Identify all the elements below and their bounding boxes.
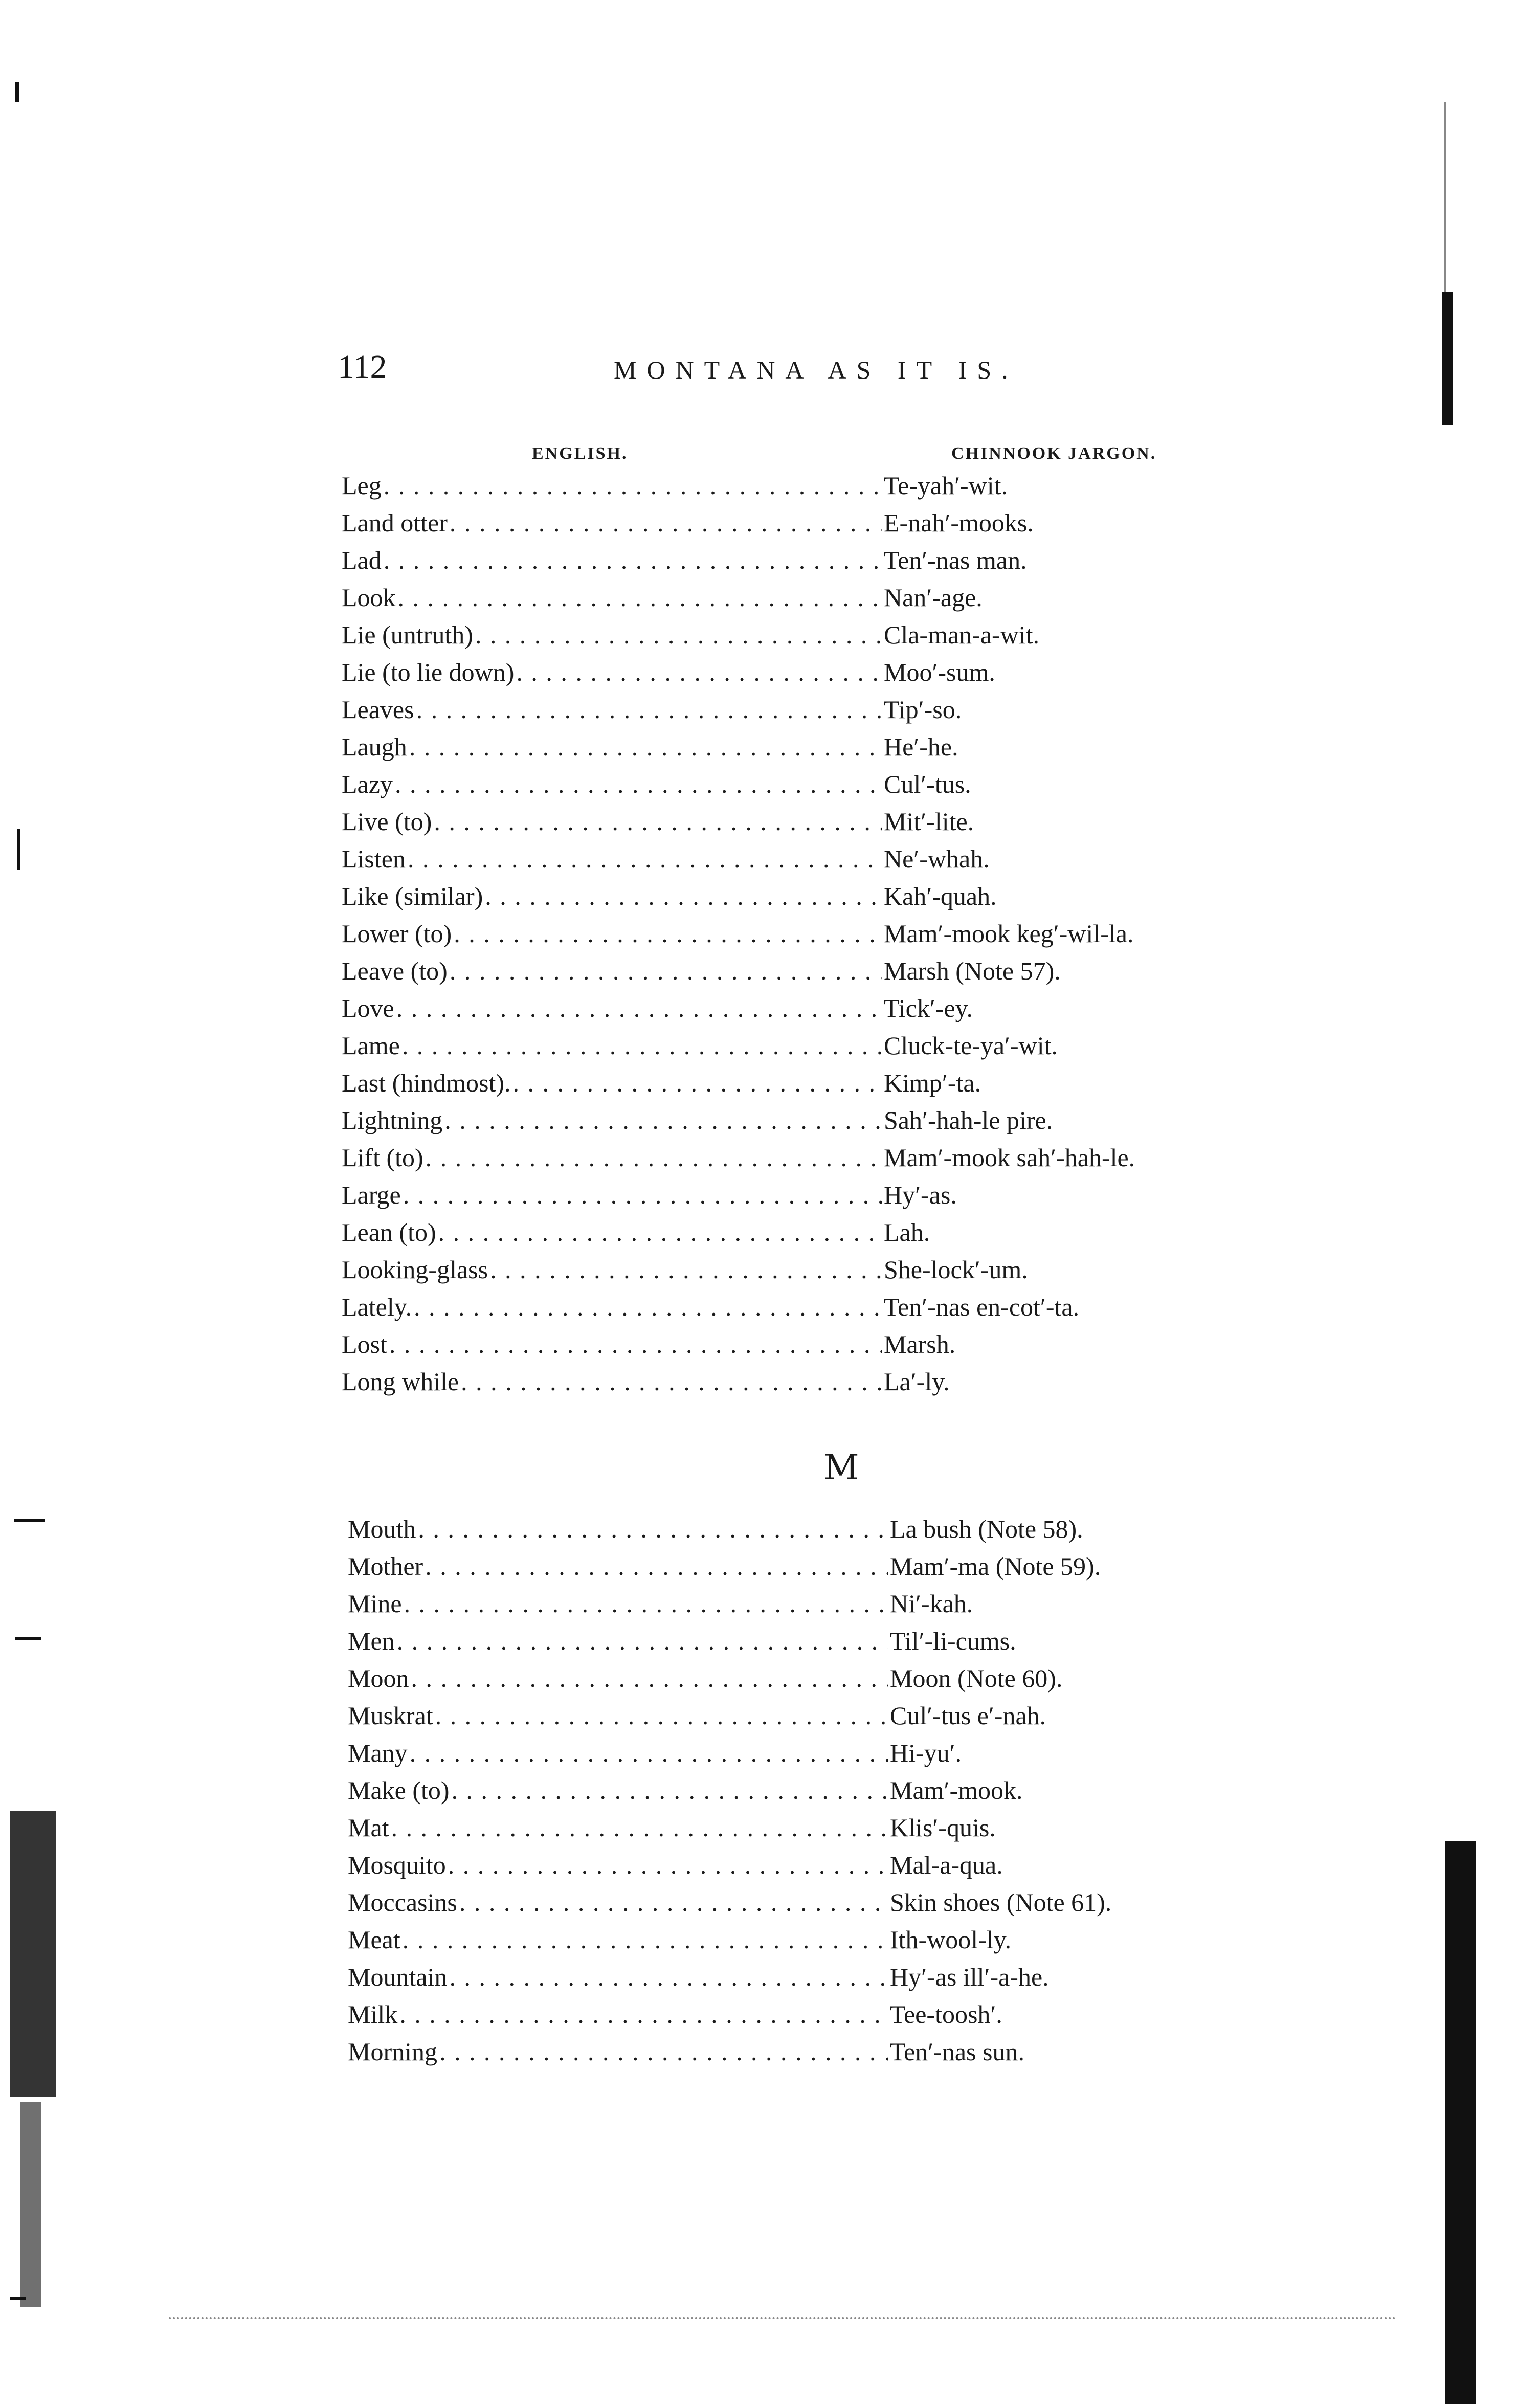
dot-leader	[438, 1217, 882, 1247]
jargon-word: Ten′-nas en-cot′-ta.	[884, 1293, 1080, 1321]
jargon-word: E-nah′-mooks.	[884, 508, 1034, 537]
english-word: Lost	[342, 1330, 387, 1359]
english-word: Mother	[348, 1552, 423, 1581]
jargon-word: Sah′-hah-le pire.	[884, 1106, 1053, 1134]
jargon-word: Klis′-quis.	[890, 1813, 996, 1842]
jargon-word: Kah′-quah.	[884, 882, 997, 910]
english-word: Laugh	[342, 732, 407, 761]
dot-leader	[452, 1775, 888, 1805]
english-word: Men	[348, 1627, 395, 1655]
jargon-word: Cul′-tus.	[884, 770, 971, 798]
vocab-entry	[348, 2037, 1217, 2074]
jargon-word: La′-ly.	[884, 1367, 950, 1396]
vocab-entry	[342, 956, 1211, 993]
dot-leader	[397, 1626, 888, 1656]
dot-leader	[448, 1850, 888, 1880]
jargon-word: Hi-yu′.	[890, 1739, 962, 1767]
dot-leader	[389, 1329, 882, 1359]
vocab-entry	[342, 1217, 1211, 1255]
vocab-entry	[342, 993, 1211, 1031]
dot-leader	[426, 1143, 882, 1172]
vocab-entry	[348, 1813, 1217, 1850]
english-word: Long while	[342, 1367, 459, 1396]
english-word: Lately.	[342, 1293, 412, 1321]
english-word: Milk	[348, 2000, 398, 2029]
english-word: Land otter	[342, 508, 448, 537]
dot-leader	[414, 1292, 882, 1322]
jargon-word: Ne′-whah.	[884, 844, 990, 873]
vocab-entry	[348, 1514, 1217, 1551]
vocab-entry	[342, 1292, 1211, 1329]
english-word: Love	[342, 994, 394, 1022]
dot-leader	[403, 1925, 888, 1954]
jargon-word: Lah.	[884, 1218, 930, 1246]
jargon-word: Marsh.	[884, 1330, 956, 1359]
english-word: Leg	[342, 471, 382, 500]
section-letter-m: M	[823, 1448, 859, 1488]
english-word: Lower (to)	[342, 919, 452, 948]
dot-leader	[395, 769, 882, 799]
vocab-entry	[348, 1701, 1217, 1738]
english-word: Like (similar)	[342, 882, 483, 910]
dot-leader	[450, 956, 882, 986]
vocab-entry	[342, 583, 1211, 620]
dot-leader	[434, 807, 882, 836]
jargon-word: Cla-man-a-wit.	[884, 620, 1040, 649]
vocab-entry	[342, 769, 1211, 807]
english-word: Moccasins	[348, 1888, 457, 1917]
jargon-word: Hy′-as ill′-a-he.	[890, 1963, 1049, 1991]
english-word: Lame	[342, 1031, 400, 1060]
vocab-entry	[342, 844, 1211, 881]
vocab-entry	[348, 1738, 1217, 1775]
dot-leader	[439, 2037, 888, 2066]
vocab-entry	[348, 1775, 1217, 1813]
running-head	[338, 348, 1212, 394]
english-word: Look	[342, 583, 396, 612]
vocab-entry	[348, 1962, 1217, 1999]
dot-leader	[449, 1962, 888, 1992]
dot-leader	[485, 881, 882, 911]
dot-leader	[475, 620, 882, 650]
jargon-word: Ith-wool-ly.	[890, 1925, 1011, 1954]
vocab-entry	[348, 1999, 1217, 2037]
jargon-word: Mit′-lite.	[884, 807, 974, 836]
dot-leader	[408, 844, 882, 874]
jargon-word: Tee-toosh′.	[890, 2000, 1002, 2029]
jargon-word: Til′-li-cums.	[890, 1627, 1016, 1655]
vocab-entry	[348, 1551, 1217, 1589]
vocab-entry	[342, 881, 1211, 919]
english-word: Muskrat	[348, 1701, 433, 1730]
dot-leader	[435, 1701, 888, 1730]
english-word: Make (to)	[348, 1776, 450, 1805]
dot-leader	[404, 1589, 888, 1618]
dot-leader	[516, 657, 882, 687]
jargon-word: Tick′-ey.	[884, 994, 973, 1022]
jargon-word: She-lock′-um.	[884, 1255, 1028, 1284]
jargon-word: Kimp′-ta.	[884, 1069, 981, 1097]
jargon-word: Mam′-mook sah′-hah-le.	[884, 1143, 1135, 1172]
vocab-entry	[342, 1367, 1211, 1404]
english-word: Looking-glass	[342, 1255, 488, 1284]
page-number: 112	[338, 348, 387, 386]
vocab-entry	[342, 1105, 1211, 1143]
jargon-word: Mal-a-qua.	[890, 1851, 1003, 1879]
english-word: Lazy	[342, 770, 393, 798]
jargon-word: La bush (Note 58).	[890, 1515, 1083, 1543]
dot-leader	[409, 732, 882, 762]
vocab-entry	[342, 1143, 1211, 1180]
scan-dust-bottom	[169, 2317, 1396, 2323]
jargon-word: Mam′-mook.	[890, 1776, 1023, 1805]
dot-leader	[384, 471, 882, 500]
scan-edge-right	[1442, 102, 1473, 2353]
english-word: Lie (untruth)	[342, 620, 473, 649]
vocab-entry	[342, 620, 1211, 657]
jargon-word: Hy′-as.	[884, 1181, 957, 1209]
jargon-word: Marsh (Note 57).	[884, 956, 1061, 985]
jargon-word: Mam′-mook keg′-wil-la.	[884, 919, 1134, 948]
dot-leader	[461, 1367, 882, 1396]
dot-leader	[391, 1813, 888, 1842]
jargon-word: Ten′-nas sun.	[890, 2037, 1024, 2066]
running-title: MONTANA AS IT IS.	[614, 355, 1018, 384]
dot-leader	[418, 1514, 888, 1544]
english-word: Lad	[342, 546, 382, 574]
english-word: Live (to)	[342, 807, 432, 836]
vocab-entry	[342, 1031, 1211, 1068]
english-word: Lean (to)	[342, 1218, 436, 1246]
dot-leader	[425, 1551, 888, 1581]
dot-leader	[402, 1031, 882, 1060]
jargon-word: Te-yah′-wit.	[884, 471, 1008, 500]
vocab-entry	[342, 919, 1211, 956]
dot-leader	[384, 545, 882, 575]
jargon-word: Nan′-age.	[884, 583, 983, 612]
english-word: Mosquito	[348, 1851, 446, 1879]
dot-leader	[396, 993, 882, 1023]
vocab-entry	[342, 1329, 1211, 1367]
dot-leader	[411, 1663, 888, 1693]
dot-leader	[416, 695, 882, 724]
column-heading-jargon: CHINNOOK JARGON.	[951, 444, 1157, 463]
dot-leader	[403, 1180, 882, 1210]
scan-edge-left	[10, 82, 31, 2332]
vocab-entry	[342, 471, 1211, 508]
jargon-word: Cluck-te-ya′-wit.	[884, 1031, 1058, 1060]
jargon-word: Skin shoes (Note 61).	[890, 1888, 1112, 1917]
jargon-word: Cul′-tus e′-nah.	[890, 1701, 1046, 1730]
dot-leader	[459, 1887, 888, 1917]
english-word: Last (hindmost).	[342, 1069, 511, 1097]
jargon-word: He′-he.	[884, 732, 958, 761]
jargon-word: Ten′-nas man.	[884, 546, 1027, 574]
vocab-entry	[342, 1068, 1211, 1105]
vocabulary-list-m	[348, 1514, 1217, 2074]
vocab-entry	[348, 1850, 1217, 1887]
english-word: Morning	[348, 2037, 437, 2066]
english-word: Mine	[348, 1589, 402, 1618]
vocab-entry	[342, 732, 1211, 769]
english-word: Meat	[348, 1925, 400, 1954]
jargon-word: Tip′-so.	[884, 695, 962, 724]
vocab-entry	[342, 657, 1211, 695]
english-word: Mouth	[348, 1515, 416, 1543]
dot-leader	[513, 1068, 882, 1098]
english-word: Leave (to)	[342, 956, 448, 985]
jargon-word: Mam′-ma (Note 59).	[890, 1552, 1101, 1581]
dot-leader	[444, 1105, 882, 1135]
dot-leader	[399, 1999, 888, 2029]
english-word: Many	[348, 1739, 408, 1767]
english-word: Moon	[348, 1664, 409, 1693]
column-heading-english: ENGLISH.	[532, 444, 628, 463]
jargon-word: Moon (Note 60).	[890, 1664, 1063, 1693]
english-word: Large	[342, 1181, 401, 1209]
vocab-entry	[342, 807, 1211, 844]
english-word: Leaves	[342, 695, 414, 724]
english-word: Mat	[348, 1813, 389, 1842]
dot-leader	[410, 1738, 888, 1768]
english-word: Lie (to lie down)	[342, 658, 515, 686]
jargon-word: Ni′-kah.	[890, 1589, 973, 1618]
dot-leader	[454, 919, 882, 948]
vocab-entry	[342, 508, 1211, 545]
vocab-entry	[348, 1663, 1217, 1701]
vocab-entry	[342, 545, 1211, 583]
vocabulary-list-l	[342, 471, 1211, 1404]
dot-leader	[450, 508, 882, 538]
english-word: Listen	[342, 844, 406, 873]
vocab-entry	[342, 1180, 1211, 1217]
vocab-entry	[348, 1589, 1217, 1626]
vocab-entry	[348, 1925, 1217, 1962]
english-word: Lift (to)	[342, 1143, 423, 1172]
english-word: Mountain	[348, 1963, 448, 1991]
jargon-word: Moo′-sum.	[884, 658, 995, 686]
vocab-entry	[348, 1626, 1217, 1663]
dot-leader	[398, 583, 882, 612]
vocab-entry	[348, 1887, 1217, 1925]
vocab-entry	[342, 695, 1211, 732]
english-word: Lightning	[342, 1106, 443, 1134]
vocab-entry	[342, 1255, 1211, 1292]
dot-leader	[490, 1255, 882, 1284]
